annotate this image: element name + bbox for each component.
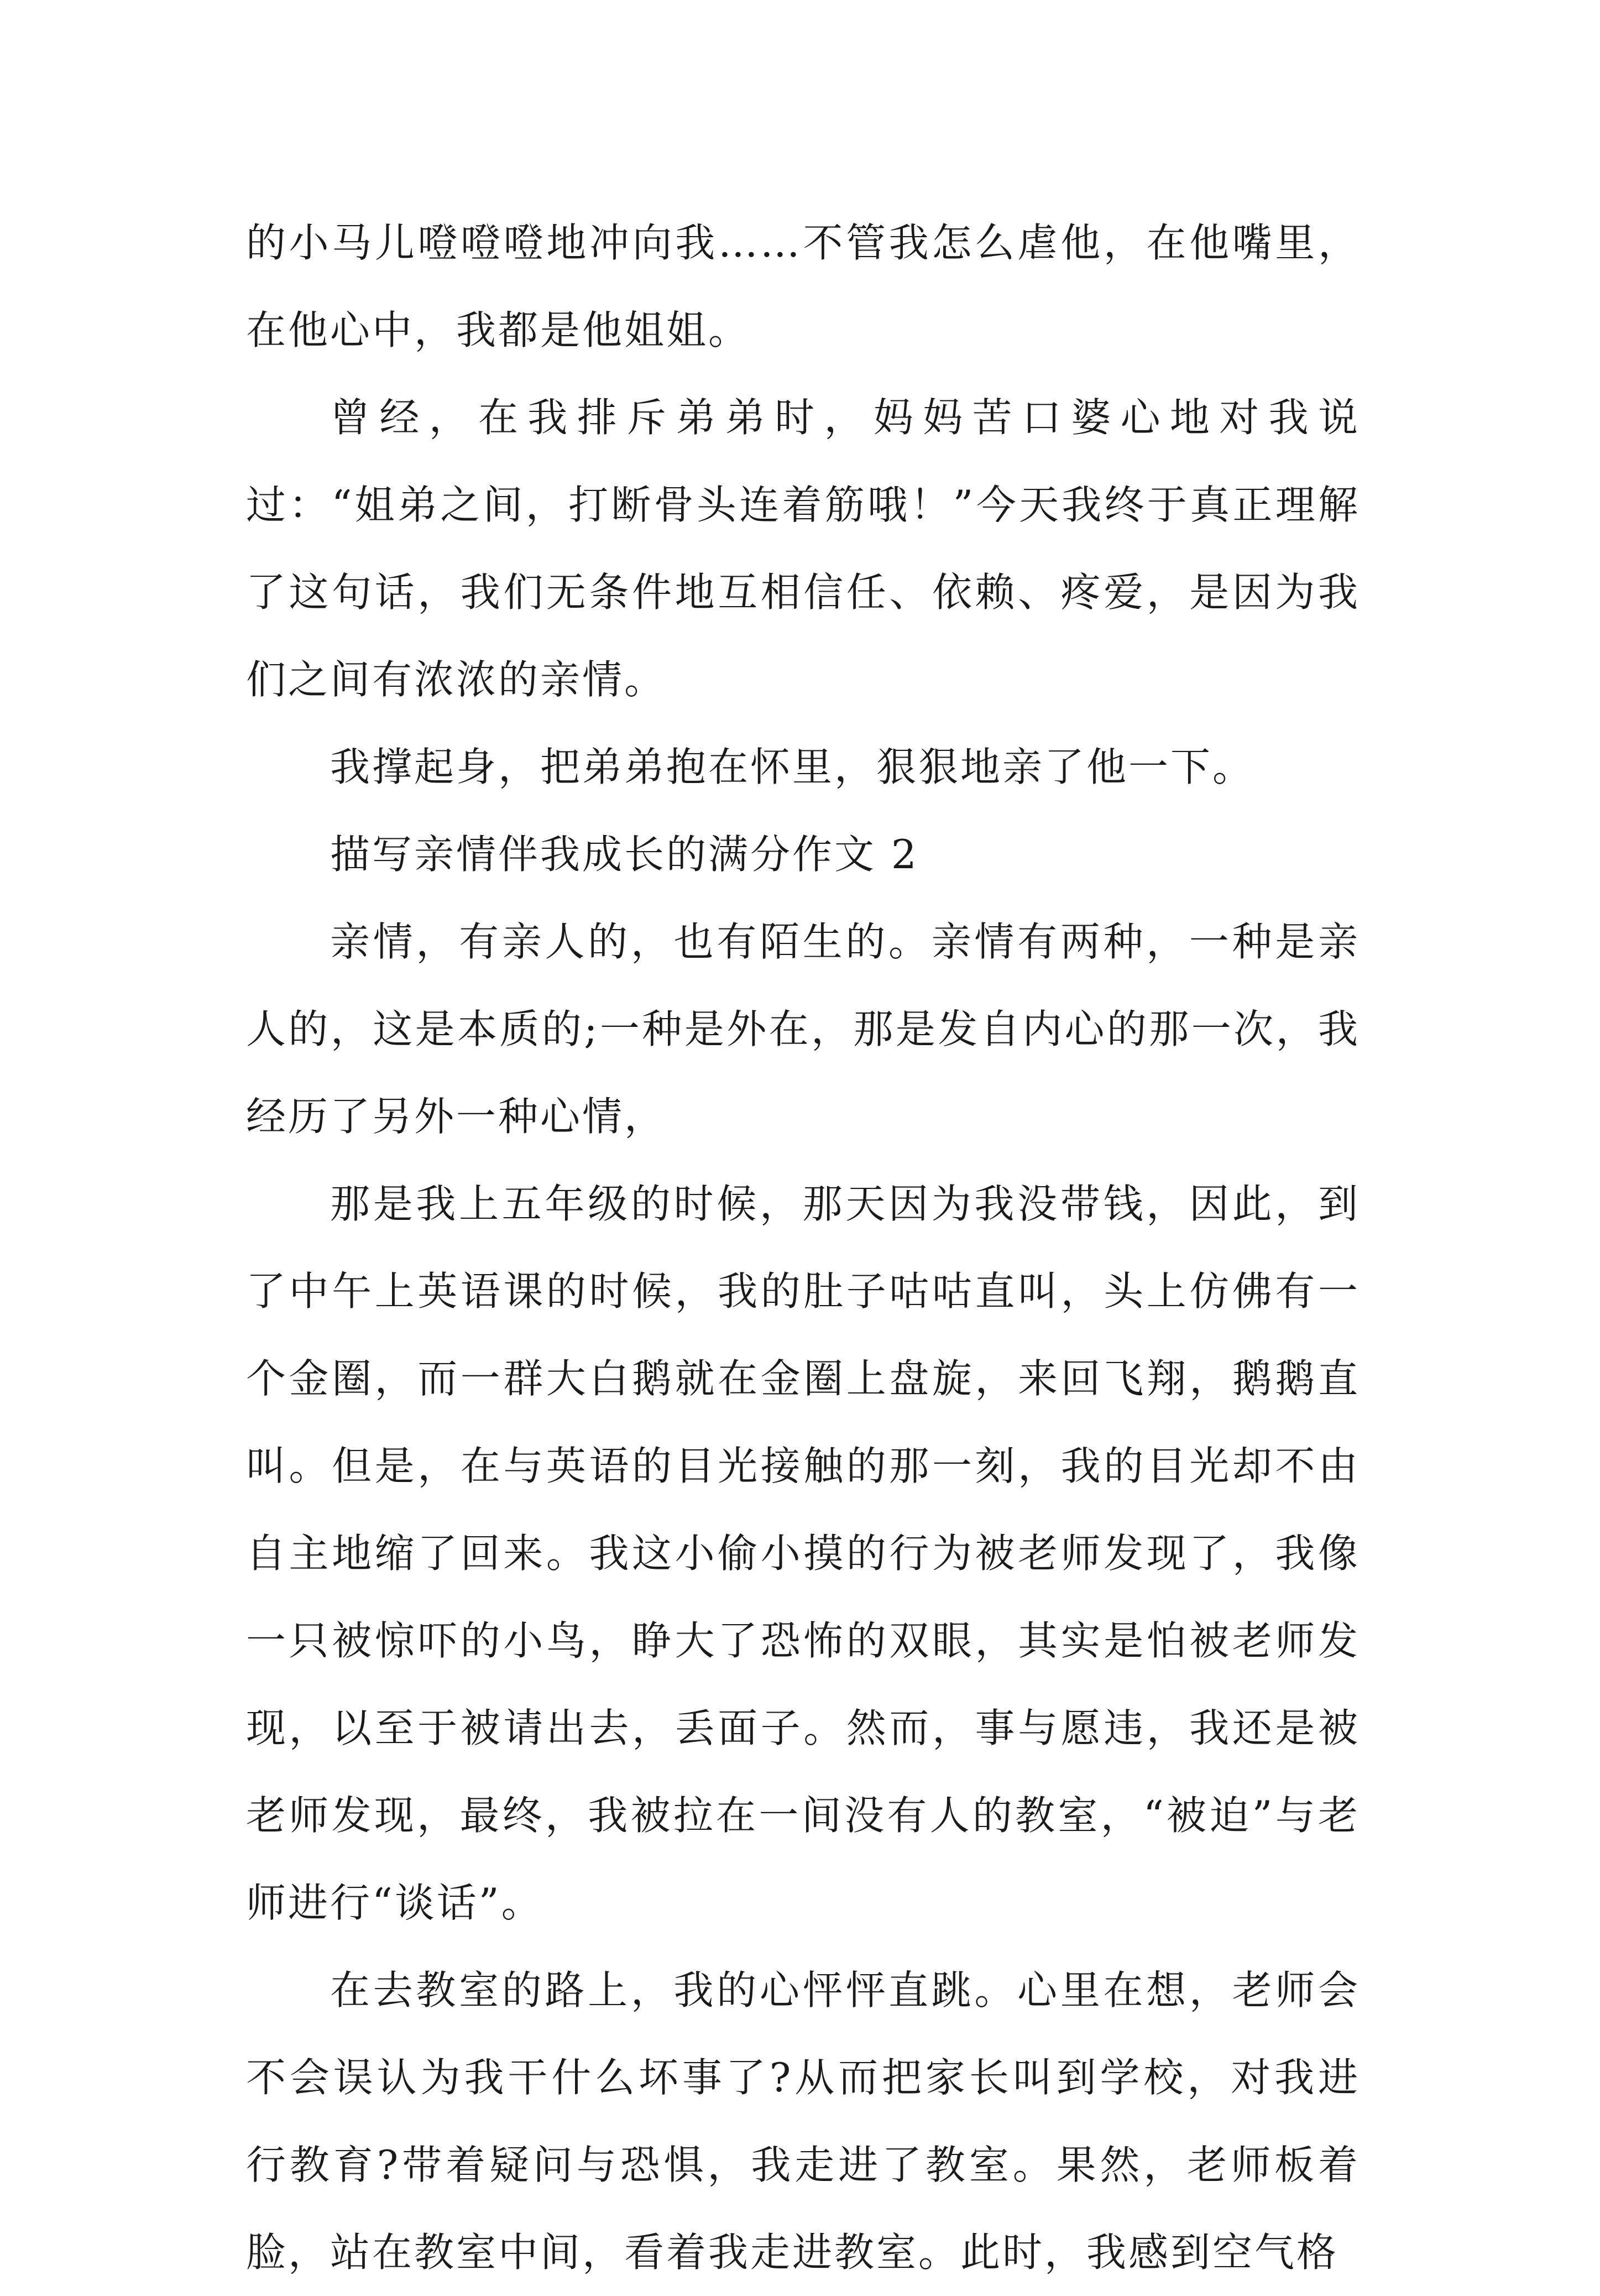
paragraph-3: 我撑起身，把弟弟抱在怀里，狠狠地亲了他一下。 [330, 744, 1255, 790]
paragraph-4: 亲情，有亲人的，也有陌生的。亲情有两种，一种是亲人的，这是本质的;一种是外在，那是发自内心的那一次，我经历了另外一种心情， [246, 919, 1360, 1140]
paragraph-6: 在去教室的路上，我的心怦怦直跳。心里在想，老师会不会误认为我干什么坏事了?从而把家长叫到学校，对我进行教育?带着疑问与恐惧，我走进了教室。果然，老师板着脸，站在教室中间，看着我走进教室。此时，我感到空气格 [246, 1967, 1360, 2276]
essay-heading: 描写亲情伴我成长的满分作文 2 [330, 831, 919, 878]
paragraph-2: 曾经，在我排斥弟弟时，妈妈苦口婆心地对我说过：“姐弟之间，打断骨头连着筋哦！”今天我终于真正理解了这句话，我们无条件地互相信任、依赖、疼爱，是因为我们之间有浓浓的亲情。 [246, 394, 1360, 703]
paragraph-1: 的小马儿噔噔噔地冲向我……不管我怎么虐他，在他嘴里，在他心中，我都是他姐姐。 [246, 220, 1360, 353]
paragraph-5: 那是我上五年级的时候，那天因为我没带钱，因此，到了中午上英语课的时候，我的肚子咕咕直叫，头上仿佛有一个金圈，而一群大白鹅就在金圈上盘旋，来回飞翔，鹅鹅直叫。但是，在与英语的目光接触的那一刻，我的目光却不由自主地缩了回来。我这小偷小摸的行为被老师发现了，我像一只被惊吓的小鸟，睁大了恐怖的双眼，其实是怕被老师发现，以至于被请出去，丢面子。然而，事与愿违，我还是被老师发现，最终，我被拉在一间没有人的教室，“被迫”与老师进行“谈话”。 [246, 1181, 1360, 1926]
body-text [246, 199, 1360, 2296]
